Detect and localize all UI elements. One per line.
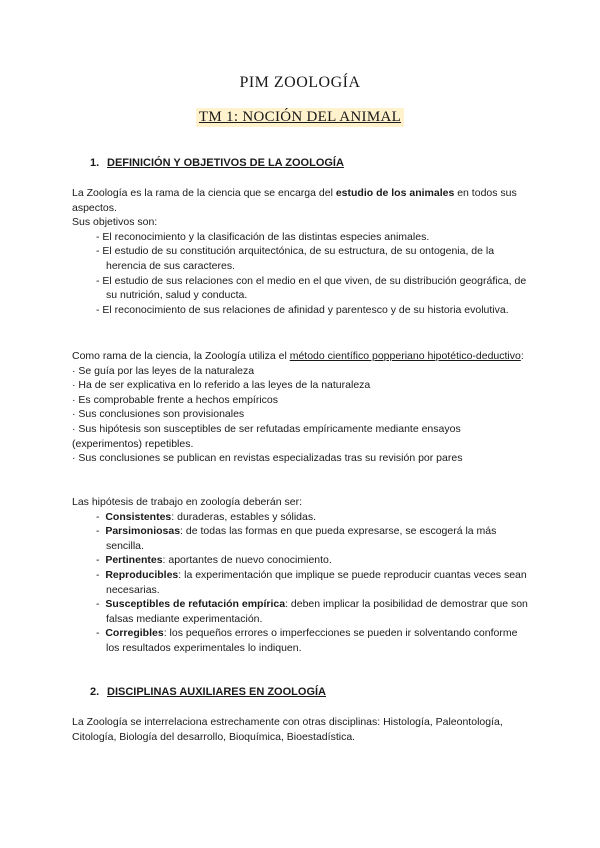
objective-item: - El reconocimiento y la clasificación de las distintas especies animales. bbox=[96, 230, 430, 243]
section-1-heading bbox=[90, 157, 344, 169]
definition-post: en todos sus aspectos. bbox=[72, 187, 517, 214]
hypothesis-item: - Corregibles: los pequeños errores o imperfecciones se pueden ir solventando conforme los resultados experimentales lo indiquen. bbox=[96, 627, 518, 654]
definition-pre: La Zoología es la rama de la ciencia que se encarga del bbox=[72, 187, 336, 199]
section-2-number: 2. bbox=[90, 686, 100, 698]
hypothesis-term: Reproducibles bbox=[105, 568, 179, 581]
objective-item: - El estudio de su constitución arquitectónica, de su estructura, de su ontogenia, de la herencia de sus caracteres. bbox=[96, 245, 495, 272]
section-1-number: 1. bbox=[90, 157, 100, 169]
hypotheses-block bbox=[72, 495, 532, 656]
hypothesis-item: - Pertinentes: aportantes de nuevo conocimiento. bbox=[96, 554, 332, 567]
hypothesis-item: - Reproducibles: la experimentación que implique se puede reproducir cuantas veces sean necesarias. bbox=[96, 568, 527, 596]
method-link: método científico popperiano hipotético-deductivo bbox=[289, 350, 521, 362]
definition-block bbox=[72, 186, 532, 317]
hypotheses-label: Las hipótesis de trabajo en zoología deberán ser: bbox=[72, 496, 302, 508]
method-point: · Es comprobable frente a hechos empíricos bbox=[72, 393, 279, 406]
objective-item: - El reconocimiento de sus relaciones de afinidad y parentesco y de su historia evolutiva. bbox=[96, 303, 509, 316]
hypothesis-desc: : los pequeños errores o imperfecciones se pueden ir solventando conforme los resultados experimentales lo indiquen. bbox=[106, 627, 518, 654]
document-subtitle: TM 1: NOCIÓN DEL ANIMAL bbox=[196, 108, 404, 127]
objectives-label: Sus objetivos son: bbox=[72, 216, 158, 229]
hypothesis-term: Parsimoniosas bbox=[105, 525, 181, 538]
disciplines-paragraph: La Zoología se interrelaciona estrechamente con otras disciplinas: Histología, Paleontología, Citología, Biología del desarrollo, Bioquímica, Bioestadística. bbox=[72, 716, 503, 743]
document-title: PIM ZOOLOGÍA bbox=[239, 74, 361, 91]
hypothesis-desc: : la experimentación que implique se puede reproducir cuantas veces sean necesarias. bbox=[106, 568, 527, 596]
method-block bbox=[72, 349, 532, 466]
hypothesis-term: Susceptibles de refutación empírica bbox=[105, 598, 286, 611]
hypothesis-term: Pertinentes bbox=[105, 554, 163, 567]
section-2-heading bbox=[90, 686, 326, 698]
subtitle-wrapper bbox=[0, 108, 600, 127]
method-pre: Como rama de la ciencia, la Zoología utiliza el bbox=[72, 350, 290, 362]
method-point: · Sus conclusiones son provisionales bbox=[72, 408, 245, 421]
method-point: · Sus conclusiones se publican en revistas especializadas tras su revisión por pares bbox=[72, 452, 463, 465]
hypothesis-item: - Susceptibles de refutación empírica: deben implicar la posibilidad de demostrar que son falsas mediante experimentación. bbox=[96, 598, 528, 625]
objective-item: - El estudio de sus relaciones con el medio en el que viven, de su distribución geográfica, de su nutrición, salud y conducta. bbox=[96, 274, 527, 302]
hypothesis-desc: : de todas las formas en que pueda expresarse, se escogerá la más sencilla. bbox=[106, 525, 497, 552]
method-paragraph bbox=[72, 349, 532, 364]
hypothesis-term: Corregibles bbox=[105, 627, 164, 640]
hypothesis-item: - Parsimoniosas: de todas las formas en que pueda expresarse, se escogerá la más sencilla. bbox=[96, 525, 497, 552]
hypothesis-desc: : aportantes de nuevo conocimiento. bbox=[162, 554, 332, 567]
hypothesis-desc: : duraderas, estables y sólidas. bbox=[171, 510, 317, 523]
hypothesis-desc: : deben implicar la posibilidad de demostrar que son falsas mediante experimentación. bbox=[106, 598, 528, 625]
section-1-title: DEFINICIÓN Y OBJETIVOS DE LA ZOOLOGÍA bbox=[107, 157, 344, 169]
definition-paragraph bbox=[72, 186, 532, 215]
definition-bold: estudio de los animales bbox=[335, 187, 455, 199]
method-point: · Sus hipótesis son susceptibles de ser refutadas empíricamente mediante ensayos (experimentos) repetibles. bbox=[72, 422, 461, 450]
method-post: : bbox=[520, 350, 524, 362]
disciplines-block bbox=[72, 715, 532, 744]
method-point: · Ha de ser explicativa en lo referido a las leyes de la naturaleza bbox=[72, 379, 371, 392]
hypothesis-term: Consistentes bbox=[105, 510, 172, 523]
method-point: · Se guía por las leyes de la naturaleza bbox=[72, 364, 255, 377]
hypothesis-item: - Consistentes: duraderas, estables y sólidas. bbox=[96, 510, 317, 523]
section-2-title: DISCIPLINAS AUXILIARES EN ZOOLOGÍA bbox=[107, 686, 326, 698]
